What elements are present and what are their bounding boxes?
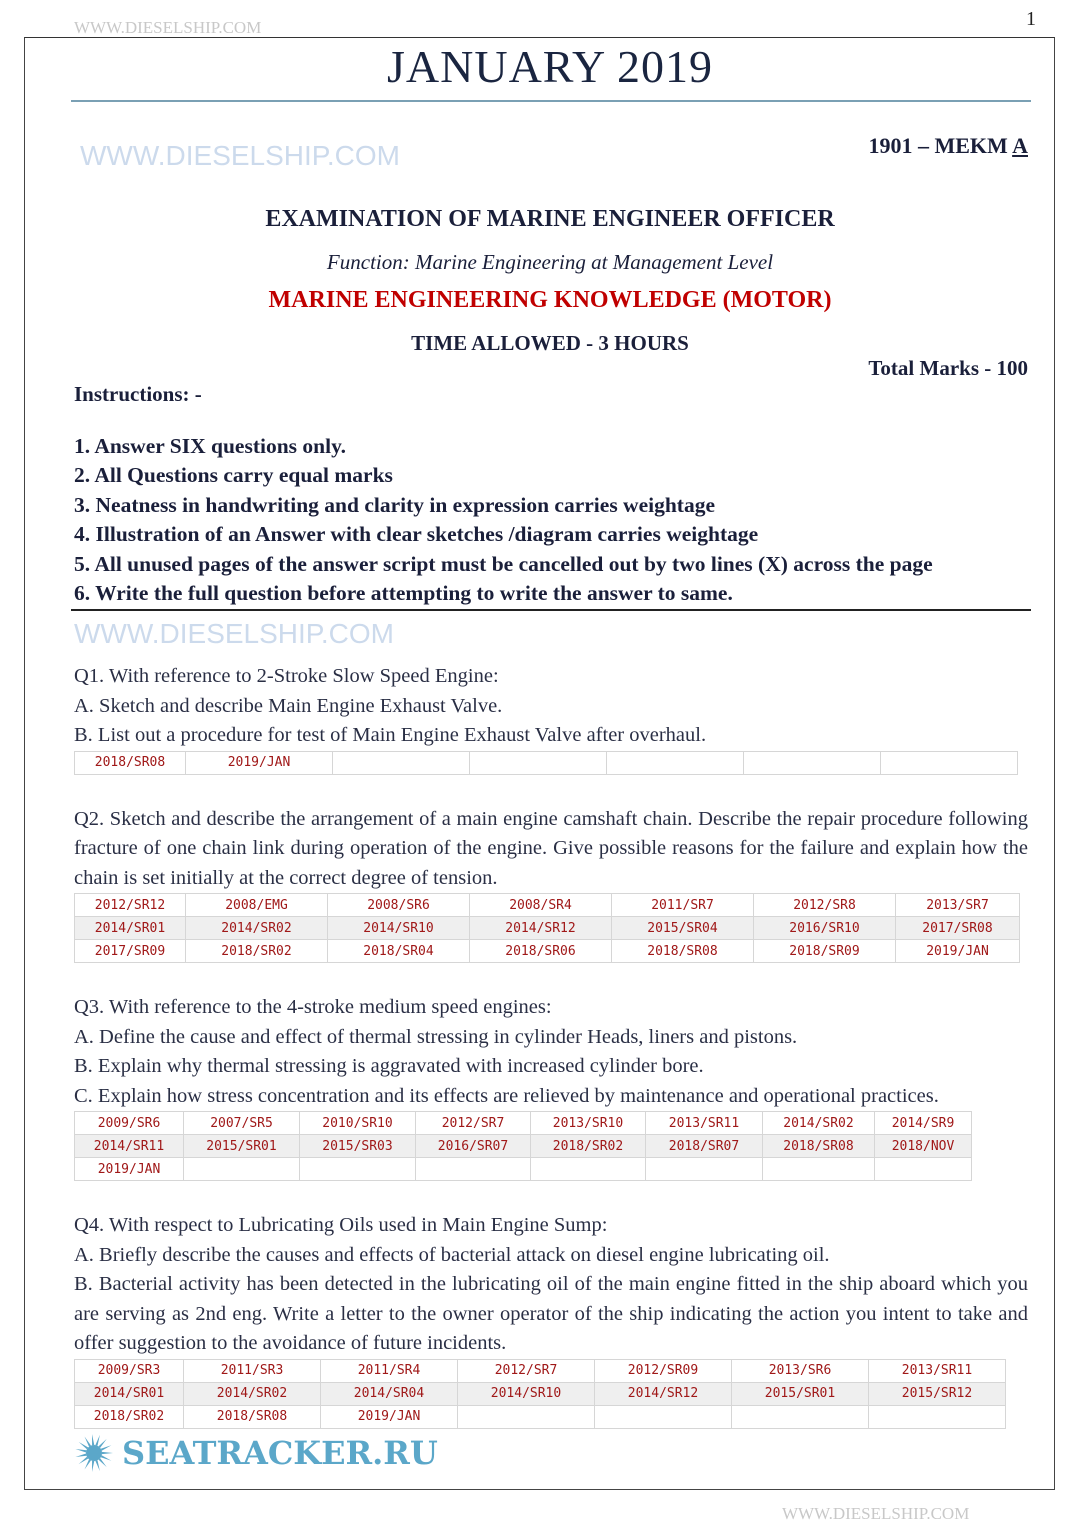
question-line: B. Explain why thermal stressing is aggravated with increased cylinder bore. [74,1055,704,1077]
reference-cell: 2009/SR6 [75,1112,184,1135]
reference-table [74,893,1020,963]
sun-ray [85,1436,92,1446]
reference-cell: 2018/SR07 [646,1135,763,1158]
total-marks: Total Marks - 100 [868,356,1028,380]
question-line: B. Bacterial activity has been detected in the lubricating oil of the main engine fitted in the ship aboard which you are serving as 2nd eng. Write a letter to the owner operator of the ship indicating the action you intent to take and offer suggestion to the avoidance of future incidents. [74,1273,1028,1354]
question-line: B. List out a procedure for test of Main Engine Exhaust Valve after overhaul. [74,724,707,746]
reference-cell: 2018/SR02 [531,1135,646,1158]
table-row [75,1112,972,1135]
reference-cell [300,1158,416,1181]
reference-cell: 2011/SR3 [184,1359,321,1382]
reference-cell [875,1158,972,1181]
sun-logo-icon [74,1433,114,1473]
reference-cell: 2019/JAN [75,1158,184,1181]
reference-cell: 2016/SR07 [416,1135,531,1158]
instruction-item: 1. Answer SIX questions only. [74,434,347,458]
reference-cell [416,1158,531,1181]
reference-cell: 2013/SR11 [869,1359,1006,1382]
reference-cell: 2018/SR08 [184,1405,321,1428]
reference-cell: 2018/SR06 [470,940,612,963]
sun-ray [92,1460,94,1471]
sun-ray [92,1434,94,1445]
instruction-item: 5. All unused pages of the answer script must be cancelled out by two lines (X) across the page [74,551,933,576]
reference-cell [458,1405,595,1428]
reference-cell: 2016/SR10 [754,917,896,940]
exam-subject: MARINE ENGINEERING KNOWLEDGE (MOTOR) [268,287,832,313]
instruction-item: 6. Write the full question before attempting to write the answer to same. [74,581,733,606]
watermark-diagonal: WWW.DIESELSHIP.COM [74,618,394,649]
instruction-item: 4. Illustration of an Answer with clear sketches /diagram carries weightage [74,522,759,547]
reference-cell: 2014/SR12 [470,917,612,940]
instructions-list [74,432,933,608]
question-line: A. Sketch and describe Main Engine Exhaust Valve. [74,694,503,717]
watermark-top: WWW.DIESELSHIP.COM [74,18,262,37]
reference-cell [881,751,1018,774]
reference-cell: 2018/NOV [875,1135,972,1158]
reference-cell: 2015/SR12 [869,1382,1006,1405]
question-3 [74,993,1028,1111]
reference-cell: 2014/SR02 [186,917,328,940]
reference-cell [607,751,744,774]
reference-cell: 2017/SR08 [896,917,1020,940]
reference-cell [531,1158,646,1181]
reference-cell: 2018/SR08 [763,1135,875,1158]
sun-ray [102,1451,113,1453]
reference-cell [595,1405,732,1428]
sun-ray [95,1434,99,1445]
reference-cell: 2015/SR01 [184,1135,300,1158]
reference-cell: 2014/SR11 [75,1135,184,1158]
page-title: JANUARY 2019 [387,41,713,92]
paper-set: A [1012,133,1028,158]
exam-heading: EXAMINATION OF MARINE ENGINEER OFFICER [265,206,835,232]
reference-cell [732,1405,869,1428]
seatracker-logo: SEATRACKER.RU [122,1433,438,1472]
sun-ray [98,1458,106,1467]
table-row [75,751,1018,774]
reference-cell: 2019/JAN [186,751,333,774]
reference-cell: 2019/JAN [321,1405,458,1428]
reference-cell [470,751,607,774]
table-row [75,1405,1006,1428]
questions [74,662,1028,1473]
reference-cell: 2008/SR6 [328,894,470,917]
reference-cell [763,1158,875,1181]
reference-cell: 2014/SR12 [595,1382,732,1405]
table-row [75,894,1020,917]
paper-code-text: 1901 – MEKM [868,133,1008,158]
table-row [75,1359,1006,1382]
instructions-heading: Instructions: - [74,382,202,406]
reference-cell: 2012/SR7 [458,1359,595,1382]
table-row [75,1158,972,1181]
reference-cell: 2012/SR12 [75,894,186,917]
reference-cell: 2011/SR4 [321,1359,458,1382]
question-line: C. Explain how stress concentration and its effects are relieved by maintenance and operational practices. [74,1084,939,1107]
reference-cell: 2007/SR5 [184,1112,300,1135]
reference-cell: 2014/SR01 [75,917,186,940]
reference-cell: 2011/SR7 [612,894,754,917]
sun-ray [75,1449,86,1452]
seatracker-logo-row [74,1433,1028,1473]
reference-table [74,1111,972,1181]
page-number: 1 [1026,8,1036,30]
reference-cell: 2018/SR08 [612,940,754,963]
paper-code [868,133,1028,159]
title-divider [71,100,1031,102]
reference-cell: 2014/SR02 [184,1382,321,1405]
reference-cell: 2017/SR09 [75,940,186,963]
reference-cell: 2013/SR10 [531,1112,646,1135]
reference-cell [184,1158,300,1181]
question-line: Q4. With respect to Lubricating Oils used in Main Engine Sump: [74,1214,608,1236]
reference-cell: 2013/SR11 [646,1112,763,1135]
instruction-item: 2. All Questions carry equal marks [74,463,393,488]
reference-cell: 2015/SR01 [732,1382,869,1405]
question-line: Q1. With reference to 2-Stroke Slow Speed Engine: [74,665,499,687]
question-line: A. Define the cause and effect of thermal stressing in cylinder Heads, liners and pistons. [74,1025,798,1048]
reference-table [74,1359,1006,1429]
time-allowed: TIME ALLOWED - 3 HOURS [411,331,689,355]
reference-cell [333,751,470,774]
table-row [75,940,1020,963]
reference-cell: 2014/SR9 [875,1112,972,1135]
reference-table [74,751,1018,775]
reference-cell: 2012/SR09 [595,1359,732,1382]
reference-cell [744,751,881,774]
reference-cell: 2018/SR02 [75,1405,184,1428]
reference-cell: 2013/SR6 [732,1359,869,1382]
question-2 [74,805,1028,894]
sun-ray [101,1445,112,1451]
reference-cell: 2014/SR10 [328,917,470,940]
reference-cell: 2010/SR10 [300,1112,416,1135]
reference-cell: 2018/SR02 [186,940,328,963]
table-row [75,917,1020,940]
sun-ray [101,1455,112,1461]
reference-cell: 2012/SR8 [754,894,896,917]
question-line: A. Briefly describe the causes and effects of bacterial attack on diesel engine lubricating oil. [74,1243,830,1266]
sun-ray [75,1453,86,1456]
sun-ray [79,1441,89,1448]
sun-ray [85,1459,92,1469]
reference-cell: 2008/EMG [186,894,328,917]
sun-ray [95,1460,99,1471]
reference-cell: 2009/SR3 [75,1359,184,1382]
sun-ray [79,1456,89,1463]
table-row [75,1135,972,1158]
sun-ray [98,1438,106,1447]
reference-cell [869,1405,1006,1428]
instruction-item: 3. Neatness in handwriting and clarity in expression carries weightage [74,492,716,517]
reference-cell: 2014/SR04 [321,1382,458,1405]
reference-cell: 2014/SR10 [458,1382,595,1405]
instructions-divider [71,609,1031,611]
reference-cell: 2015/SR04 [612,917,754,940]
reference-cell: 2014/SR02 [763,1112,875,1135]
reference-cell: 2018/SR09 [754,940,896,963]
table-row [75,1382,1006,1405]
question-1 [74,662,1028,751]
reference-cell: 2008/SR4 [470,894,612,917]
question-line: Q3. With reference to the 4-stroke medium speed engines: [74,996,552,1018]
reference-cell: 2015/SR03 [300,1135,416,1158]
reference-cell: 2019/JAN [896,940,1020,963]
question-line: Q2. Sketch and describe the arrangement of a main engine camshaft chain. Describe the repair procedure following fracture of one chain link during operation of the engine. Give possible reasons for the failure and explain how the chain is set initially at the correct degree of tension. [74,807,1028,889]
reference-cell: 2012/SR7 [416,1112,531,1135]
exam-function: Function: Marine Engineering at Management Level [326,250,774,274]
watermark-diagonal: WWW.DIESELSHIP.COM [80,140,400,171]
reference-cell: 2018/SR04 [328,940,470,963]
watermark-bottom: WWW.DIESELSHIP.COM [782,1504,970,1523]
reference-cell [646,1158,763,1181]
reference-cell: 2018/SR08 [75,751,186,774]
reference-cell: 2014/SR01 [75,1382,184,1405]
question-4 [74,1211,1028,1359]
reference-cell: 2013/SR7 [896,894,1020,917]
